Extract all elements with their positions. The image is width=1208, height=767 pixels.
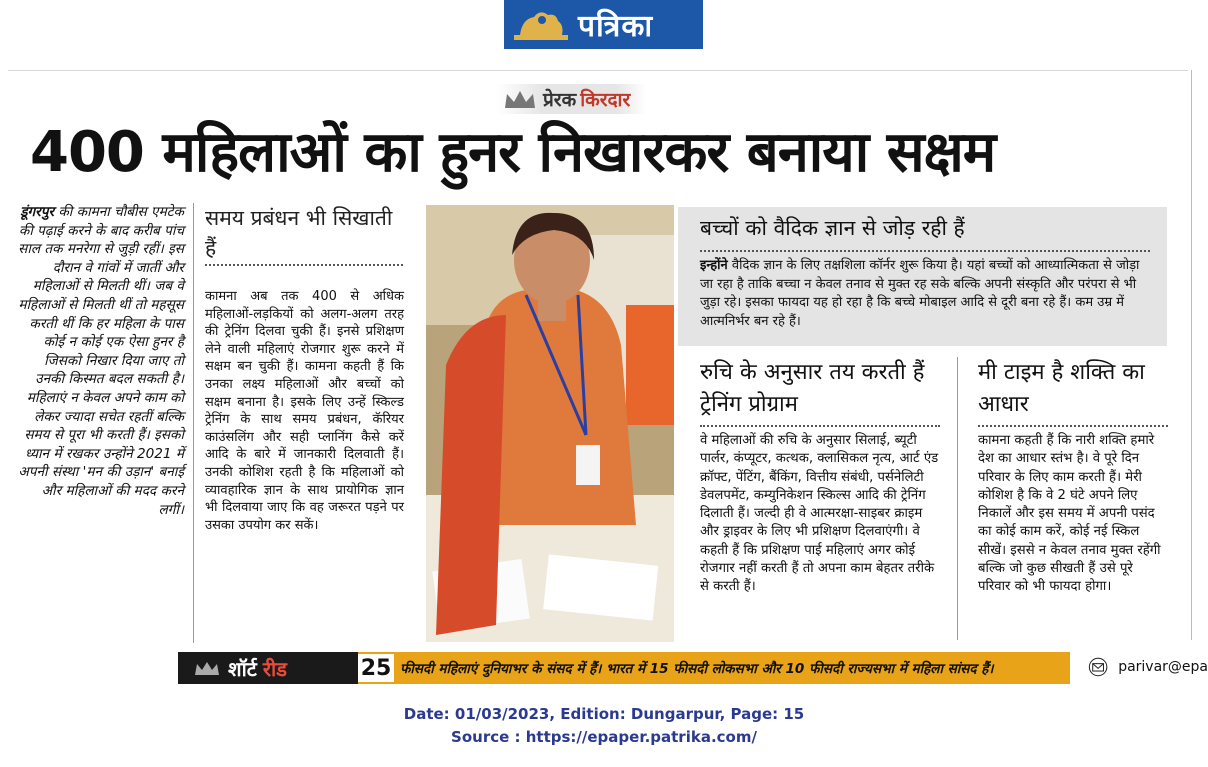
section-kicker	[497, 84, 646, 114]
short-read-word-1: शॉर्ट	[228, 656, 257, 681]
box-body	[700, 257, 1154, 331]
top-divider	[8, 70, 1188, 71]
intro-text: की कामना चौबीस एमटेक की पढ़ाई करने के बाद करीब पांच साल तक मनरेगा से जुड़ी रहीं। इस दौरान वे गांवों में जातीं और महिलाओं से मिलती थीं। जब वे महिलाओं से मिलती थीं तो महसूस करती थीं कि हर महिला के पास कोई न कोई एक ऐसा हुनर है जिसको निखार दिया जाए तो उनकी किस्मत बदल सकती है। महिलाएं न केवल अपने काम को लेकर ज्यादा सचेत रहतीं बल्कि समय से पूरा भी करती हैं। इसको ध्यान में रखकर उन्होंने 2021 में अपनी संस्था 'मन की उड़ान' बनाई और महिलाओं की मदद करने लगीं।	[18, 204, 184, 518]
box-text: वैदिक ज्ञान के लिए तक्षशिला कॉर्नर शुरू किया है। यहां बच्चों को आध्यात्मिकता से जोड़ा जा रहा है ताकि बच्चा न केवल तनाव से मुक्त रह सके बल्कि अपनी संस्कृति और परंपरा से भी जुड़ा रहे। इसका फायदा यह हो रहा है कि बच्चे मोबाइल आदि से दूरी बना रहे हैं। कम उम्र में आत्मनिर्भर बन रहे हैं।	[700, 258, 1140, 329]
crown-icon	[503, 88, 537, 110]
portrait-illustration	[426, 205, 674, 642]
dotted-divider	[978, 425, 1168, 427]
body-column-me-time: कामना कहती हैं कि नारी शक्ति हमारे देश का आधार स्तंभ है। वे पूरे दिन परिवार के लिए काम करती हैं। मेरी कोशिश है कि वे 2 घंटे अपने लिए निकालें और इस समय में अपनी पसंद का कोई काम करें, कोई नई स्किल सीखें। इससे न केवल तनाव मुक्त रहेंगी बल्कि जो कुछ सीखती हैं उसे पूरे परिवार को भी फायदा होगा।	[978, 433, 1161, 595]
crown-icon	[194, 660, 220, 676]
contact-email[interactable]	[1088, 652, 1208, 682]
box-lead-word: इन्होंने	[700, 258, 728, 273]
patrika-logo	[504, 0, 703, 49]
subheading-training-program: रुचि के अनुसार तय करती हैं ट्रेनिंग प्रोग्राम	[700, 360, 925, 417]
subheading-time-management: समय प्रबंधन भी सिखाती हैं	[205, 206, 393, 260]
envelope-icon	[1088, 652, 1108, 682]
short-read-text: फीसदी महिलाएं दुनियाभर के संसद में हैं। भारत में 15 फीसदी लोकसभा और 10 फीसदी राज्यसभा में महिला सांसद हैं।	[394, 652, 1070, 684]
edition-info: Date: 01/03/2023, Edition: Dungarpur, Page: 15	[403, 705, 805, 723]
dotted-divider	[700, 250, 1150, 252]
kicker-word-2: किरदार	[580, 89, 631, 111]
portrait-photo	[426, 205, 674, 642]
right-column-divider	[1191, 70, 1192, 640]
box-heading: बच्चों को वैदिक ज्ञान से जोड़ रही हैं	[700, 216, 965, 240]
email-address[interactable]: parivar@epa	[1118, 659, 1208, 675]
body-column-time-management: कामना अब तक 400 से अधिक महिलाओं-लड़कियों को अलग-अलग तरह की ट्रेनिंग दिलवा चुकी हैं। इनसे प्रशिक्षण लेने वाली महिलाएं रोजगार शुरू करने में सक्षम बन चुकी हैं। कामना कहती हैं कि उनका लक्ष्य महिलाओं और बच्चों को सक्षम बनाना है। इसके लिए उन्हें स्किल्ड ट्रेनिंग के साथ समय प्रबंधन, कॅरियर काउंसलिंग और सही प्लानिंग कैसे करें आदि के बारे में जानकारी दिलवाती हैं। उनकी कोशिश रहती है कि महिलाओं को व्यावहारिक ज्ञान के साथ प्रायोगिक ज्ञान भी दिलवाया जाए कि वह जरूरत पड़ने पर उसका उपयोग कर सकें।	[205, 289, 404, 533]
column-divider	[193, 203, 194, 643]
subheading-me-time: मी टाइम है शक्ति का आधार	[978, 360, 1145, 417]
short-read-word-2: रीड	[262, 656, 287, 681]
body-column-training: वे महिलाओं की रुचि के अनुसार सिलाई, ब्यूटी पार्लर, कंप्यूटर, कत्थक, क्लासिकल नृत्य, आर्ट एंड क्रॉफ्ट, पेंटिंग, बैंकिंग, वित्तीय संबंधी, पर्सनेलिटी डेवलपमेंट, कम्युनिकेशन स्किल्स आदि की ट्रेनिंग दिलाती हैं। जल्दी ही वे आत्मरक्षा-साइबर क्राइम और ड्राइवर के लिए भी प्रशिक्षण दिलवाएंगी। वे कहती हैं कि प्रशिक्षण पाई महिलाएं अगर कोई रोजगार नहीं करती हैं तो अपना काम बेहतर तरीके से करती हैं।	[700, 433, 939, 595]
column-divider	[957, 357, 958, 640]
dotted-divider	[205, 264, 403, 266]
intro-column	[14, 203, 184, 519]
source-link[interactable]: Source : https://epaper.patrika.com/	[451, 728, 757, 746]
article-headline: 400 महिलाओं का हुनर निखारकर बनाया सक्षम	[30, 120, 996, 185]
masthead-title: पत्रिका	[578, 9, 654, 44]
intro-lead-word: डूंगरपुर	[20, 204, 55, 220]
kicker-word-1: प्रेरक	[543, 89, 577, 111]
short-read-label	[178, 652, 358, 684]
short-read-number: 25	[358, 652, 394, 684]
short-read-bar	[178, 652, 1070, 684]
dotted-divider	[700, 425, 940, 427]
lion-emblem-icon	[512, 5, 570, 45]
